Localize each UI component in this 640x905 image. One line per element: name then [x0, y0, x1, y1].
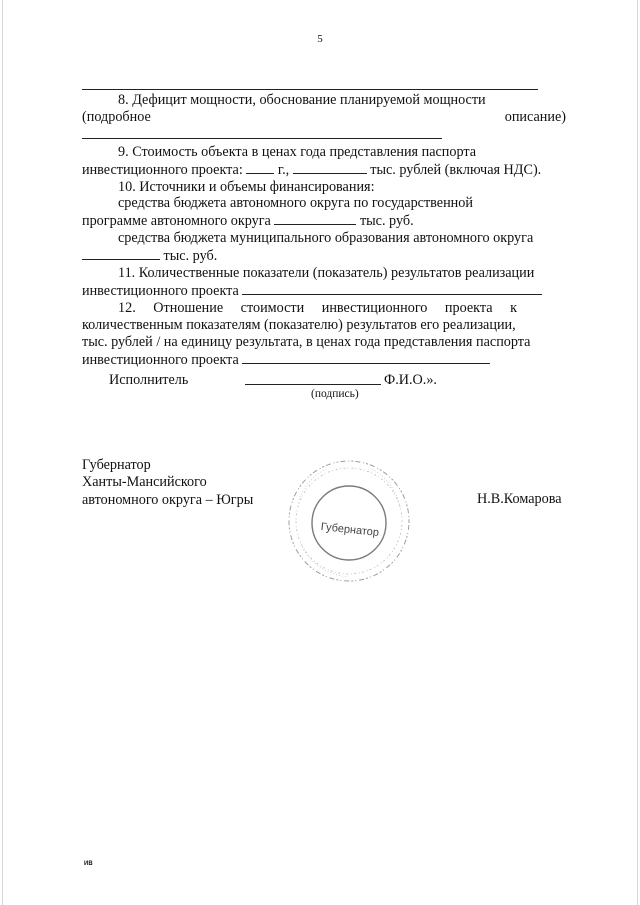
item-12-line-c: тыс. рублей / на единицу результата, в ценах года представления паспорта: [82, 333, 531, 350]
item-8-desc-label: (подробное описание): [82, 108, 566, 125]
signature-caption: (подпись): [311, 388, 359, 400]
item-12-line-b: количественным показателям (показателю) результатов его реализации,: [82, 316, 516, 333]
stamp-text: Губернатор: [320, 520, 380, 540]
item-9-line: 9. Стоимость объекта в ценах года представления паспорта: [118, 143, 477, 160]
item-8-blank: [82, 126, 442, 139]
governor-title: [82, 457, 253, 509]
item-9-sum-blank: [293, 161, 367, 174]
item-9-values-line: [82, 161, 566, 179]
document-body: [82, 92, 566, 369]
item-12-blank: [242, 351, 490, 364]
item-11-values-line: [82, 282, 566, 300]
item-10a-blank: [274, 212, 356, 225]
item-12-values-line: [82, 351, 566, 369]
item-11-line: 11. Количественные показатели (показатель) результатов реализации: [118, 265, 535, 282]
item-10-line: 10. Источники и объемы финансирования:: [118, 178, 375, 195]
item-9-year-blank: [246, 161, 274, 174]
item-10a-label: программе автономного округа: [82, 213, 271, 230]
page-edge-left: [2, 0, 3, 905]
item-10a-line: средства бюджета автономного округа по государственной: [118, 195, 473, 212]
item-9-year-unit: г.,: [277, 161, 290, 178]
governor-name: Н.В.Комарова: [477, 491, 562, 507]
item-10a-values-line: [82, 212, 566, 230]
signature-line: [245, 384, 381, 385]
item-8-line: 8. Дефицит мощности, обоснование планируемой мощности: [118, 92, 486, 108]
governor-title-line-3: автономного округа – Югры: [82, 491, 254, 508]
executor-label: Исполнитель: [109, 372, 189, 388]
item-11-blank: [242, 282, 542, 295]
top-rule: [82, 89, 538, 90]
item-12-label: инвестиционного проекта: [82, 351, 239, 368]
item-9-sum-unit: тыс. рублей (включая НДС).: [370, 161, 542, 178]
item-10b-blank: [82, 247, 160, 260]
page-edge-right: [637, 0, 638, 905]
item-10a-unit: тыс. руб.: [359, 213, 414, 230]
governor-title-line-1: Губернатор: [82, 457, 151, 473]
item-10b-values-line: [82, 247, 566, 265]
executor-fio: Ф.И.О.».: [384, 372, 437, 388]
item-12-line: 12. Отношение стоимости инвестиционного проекта к: [118, 299, 517, 316]
page-number: 5: [317, 33, 323, 45]
item-8-desc-line: [82, 109, 566, 144]
item-10b-unit: тыс. руб.: [163, 248, 218, 265]
item-10b-line: средства бюджета муниципального образования автономного округа: [118, 230, 534, 247]
governor-title-line-2: Ханты-Мансийского: [82, 474, 207, 491]
official-stamp: [284, 455, 414, 585]
footer-code: ИВ: [84, 861, 93, 867]
item-9-label: инвестиционного проекта:: [82, 161, 243, 178]
item-11-label: инвестиционного проекта: [82, 282, 239, 299]
